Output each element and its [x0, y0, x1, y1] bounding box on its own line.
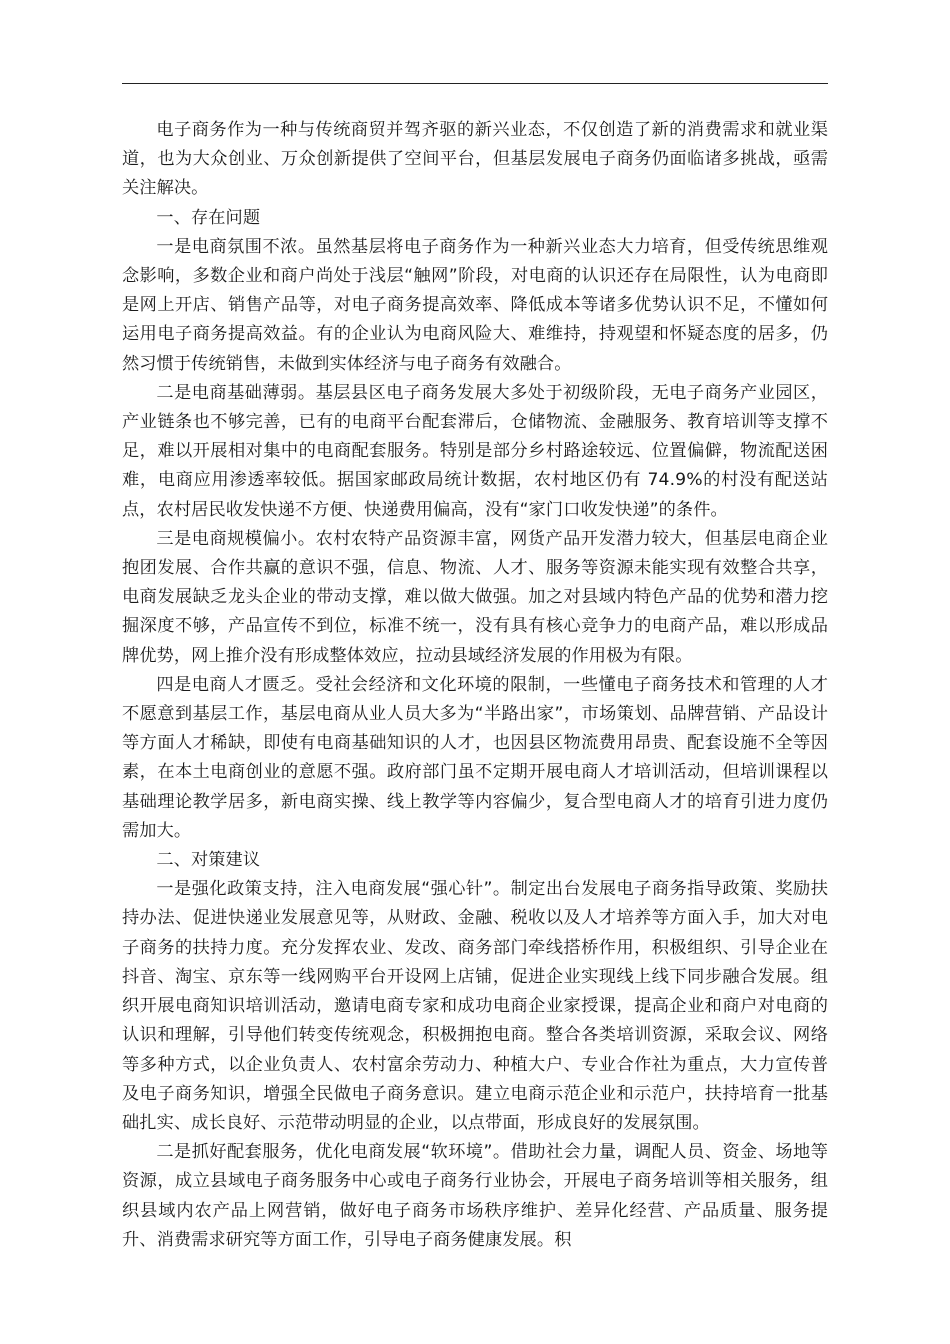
- paragraph-body: 受社会经济和文化环境的限制，一些懂电子商务技术和管理的人才不愿意到基层工作，基层电商从业人员大多为“半路出家”，市场策划、品牌营销、产品设计等方面人才稀缺，即使有电商基础知识的人才，也因县区物流费用昂贵、配套设施不全等因素，在本土电商创业的意愿不强。政府部门虽不定期开展电商人才培训活动，但培训课程以基础理论教学居多，新电商实操、线上教学等内容偏少，复合型电商人才的培育引进力度仍需加大。: [122, 674, 829, 841]
- problem-paragraph-1: [122, 233, 828, 379]
- suggestion-paragraph-2: [122, 1138, 828, 1255]
- section-heading-problems: 一、存在问题: [156, 207, 261, 228]
- paragraph-lead: 四是电商人才匮乏。: [156, 674, 316, 695]
- paragraph-body: 农村农特产品资源丰富，网货产品开发潜力较大，但基层电商企业抱团发展、合作共赢的意识不强，信息、物流、人才、服务等资源未能实现有效整合共享，电商发展缺乏龙头企业的带动支撑，难以做大做强。加之对县域内特色产品的优势和潜力挖掘深度不够，产品宣传不到位，标准不统一，没有具有核心竞争力的电商产品，难以形成品牌优势，网上推介没有形成整体效应，拉动县域经济发展的作用极为有限。: [122, 528, 829, 666]
- section-heading-suggestions: 二、对策建议: [156, 850, 261, 871]
- paragraph-body: 借助社会力量，调配人员、资金、场地等资源，成立县域电子商务服务中心或电子商务行业协会，开展电子商务培训等相关服务，组织县域内农产品上网营销，做好电子商务市场秩序维护、差异化经营、产品质量、服务提升、消费需求研究等方面工作，引导电子商务健康发展。积: [122, 1142, 828, 1250]
- paragraph-lead: 一是电商氛围不浓。: [156, 236, 316, 257]
- paragraph-lead: 一是强化政策支持，注入电商发展“强心针”。: [156, 879, 511, 900]
- intro-paragraph: 电子商务作为一种与传统商贸并驾齐驱的新兴业态，不仅创造了新的消费需求和就业渠道，也为大众创业、万众创新提供了空间平台，但基层发展电子商务仍面临诸多挑战，亟需关注解决。: [122, 120, 828, 199]
- problem-paragraph-4: [122, 671, 828, 846]
- paragraph-lead: 二是电商基础薄弱。: [156, 382, 316, 403]
- paragraph-lead: 二是抓好配套服务，优化电商发展“软环境”。: [156, 1142, 511, 1163]
- problem-paragraph-2: [122, 379, 828, 525]
- paragraph-body: 虽然基层将电子商务作为一种新兴业态大力培育，但受传统思维观念影响，多数企业和商户尚处于浅层“触网”阶段，对电商的认识还存在局限性，认为电商即是网上开店、销售产品等，对电子商务提高效率、降低成本等诸多优势认识不足，不懂如何运用电子商务提高效益。有的企业认为电商风险大、难维持，持观望和怀疑态度的居多，仍然习惯于传统销售，未做到实体经济与电子商务有效融合。: [122, 236, 829, 374]
- problem-paragraph-3: [122, 525, 828, 671]
- document-body: [122, 116, 828, 1255]
- suggestion-paragraph-1: [122, 875, 828, 1138]
- header-divider: [122, 83, 828, 84]
- paragraph-lead: 三是电商规模偏小。: [156, 528, 316, 549]
- paragraph-body: 基层县区电子商务发展大多处于初级阶段，无电子商务产业园区，产业链条也不够完善，已有的电商平台配套滞后，仓储物流、金融服务、教育培训等支撑不足，难以开展相对集中的电商配套服务。特别是部分乡村路途较远、位置偏僻，物流配送困难，电商应用渗透率较低。据国家邮政局统计数据，农村地区仍有 74.9%的村没有配送站点，农村居民收发快递不方便、快递费用偏高，没有“家门口收发快递”的条件。: [122, 382, 829, 520]
- paragraph-body: 制定出台发展电子商务指导政策、奖励扶持办法、促进快递业发展意见等，从财政、金融、税收以及人才培养等方面入手，加大对电子商务的扶持力度。充分发挥农业、发改、商务部门牵线搭桥作用，积极组织、引导企业在抖音、淘宝、京东等一线网购平台开设网上店铺，促进企业实现线上线下同步融合发展。组织开展电商知识培训活动，邀请电商专家和成功电商企业家授课，提高企业和商户对电商的认识和理解，引导他们转变传统观念，积极拥抱电商。整合各类培训资源，采取会议、网络等多种方式，以企业负责人、农村富余劳动力、种植大户、专业合作社为重点，大力宣传普及电子商务知识，增强全民做电子商务意识。建立电商示范企业和示范户，扶持培育一批基础扎实、成长良好、示范带动明显的企业，以点带面，形成良好的发展氛围。: [122, 879, 828, 1133]
